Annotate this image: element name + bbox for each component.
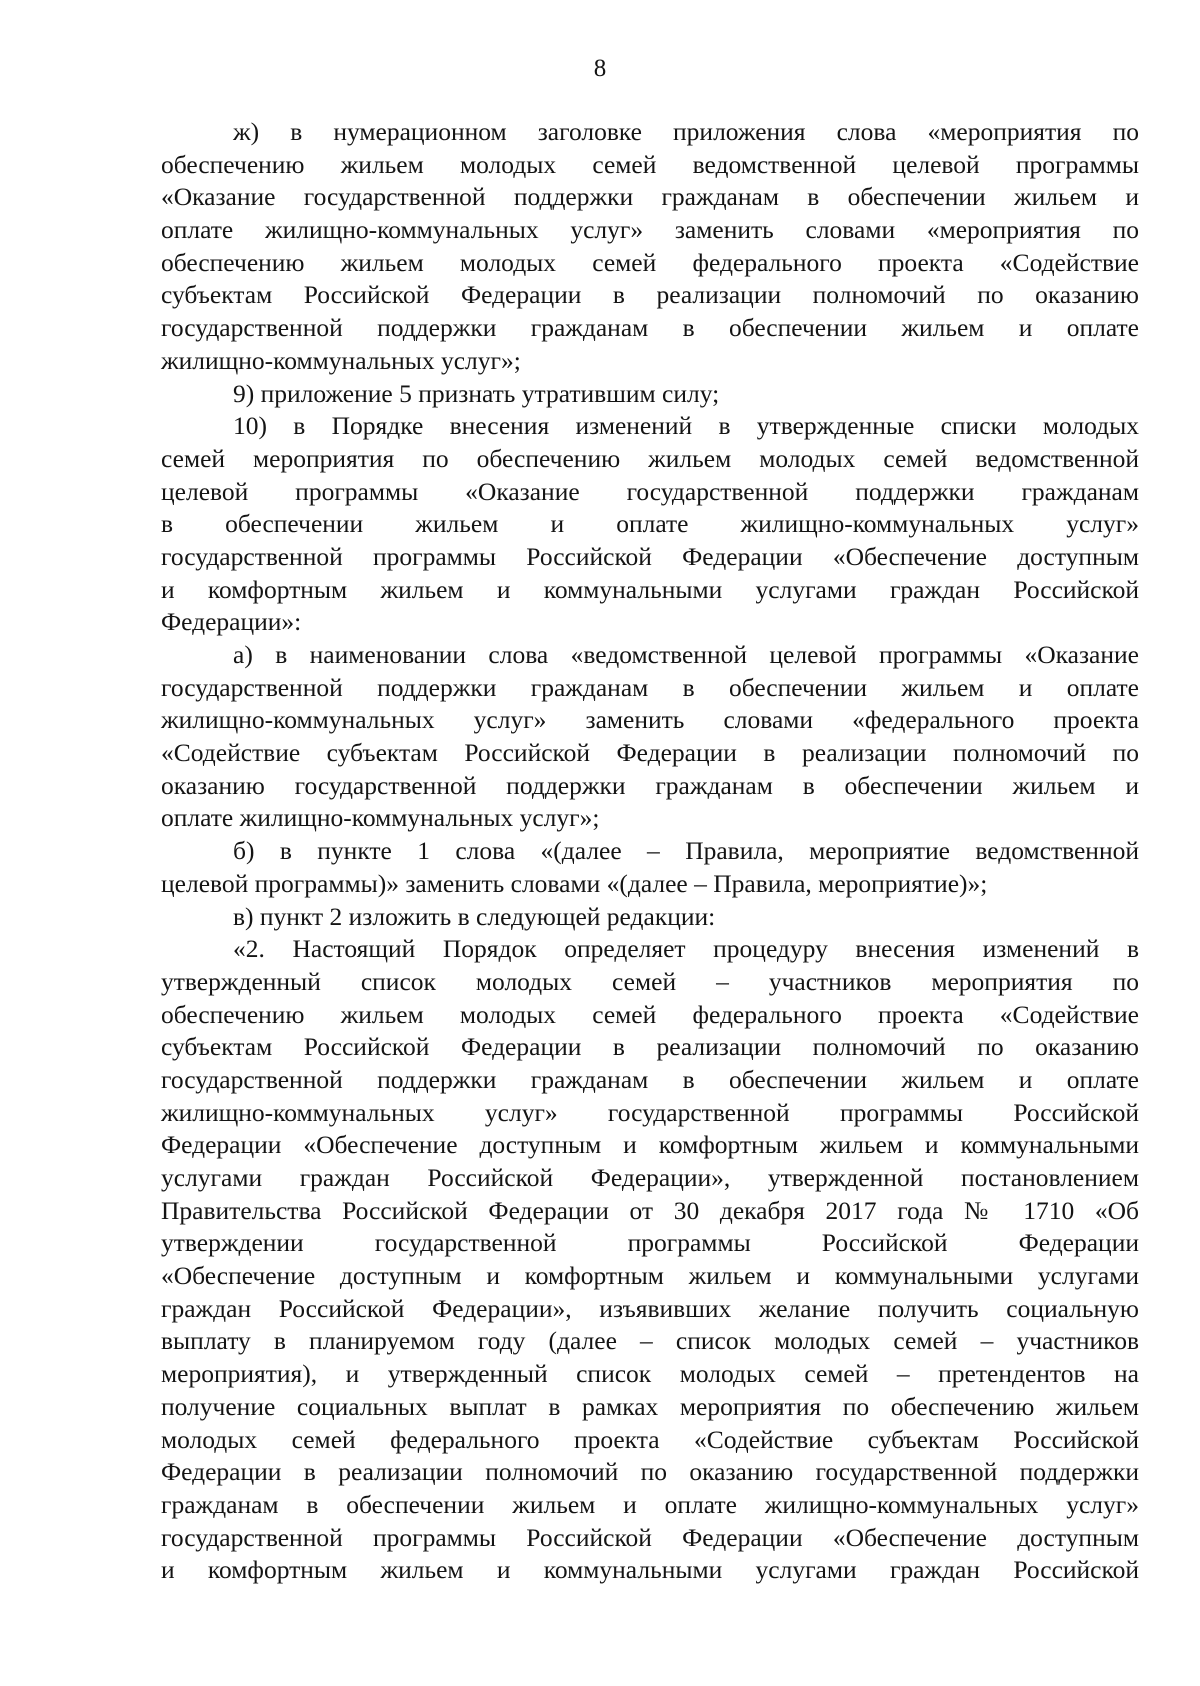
text-line: государственной программы Российской Федерации «Обеспечение доступным (161, 541, 1139, 571)
text-line: в обеспечении жильем и оплате жилищно-коммунальных услуг» (161, 509, 1139, 539)
text-line: семей мероприятия по обеспечению жильем молодых семей ведомственной (161, 443, 1139, 473)
text-line: 10) в Порядке внесения изменений в утвержденные списки молодых (233, 411, 1139, 441)
page-number: 8 (593, 55, 607, 82)
text-line: государственной поддержки гражданам в обеспечении жильем и оплате (161, 672, 1139, 702)
text-line: услугами граждан Российской Федерации», утвержденной постановлением (161, 1163, 1139, 1192)
text-line: гражданам в обеспечении жильем и оплате жилищно-коммунальных услуг» (161, 1489, 1139, 1519)
text-line: ж) в нумерационном заголовке приложения слова «мероприятия по (233, 117, 1139, 146)
text-line: Правительства Российской Федерации от 30 декабря 2017 года № 1710 «Об (161, 1195, 1139, 1225)
text-line: обеспечению жильем молодых семей ведомственной целевой программы (161, 149, 1139, 179)
text-line: мероприятия), и утвержденный список молодых семей – претендентов на (161, 1359, 1139, 1389)
text-line: в) пункт 2 изложить в следующей редакции: (233, 901, 716, 931)
text-line: Федерации в реализации полномочий по оказанию государственной поддержки (161, 1457, 1139, 1487)
text-line: субъектам Российской Федерации в реализации полномочий по оказанию (161, 280, 1139, 310)
text-line: выплату в планируемом году (далее – список молодых семей – участников (161, 1326, 1139, 1356)
text-line: государственной программы Российской Федерации «Обеспечение доступным (161, 1522, 1139, 1552)
text-line: жилищно-коммунальных услуг»; (161, 345, 521, 375)
text-line: и комфортным жильем и коммунальными услугами граждан Российской (161, 574, 1139, 604)
text-line: утвержденный список молодых семей – участников мероприятия по (161, 966, 1139, 996)
text-line: граждан Российской Федерации», изъявивших желание получить социальную (161, 1293, 1139, 1323)
text-line: 9) приложение 5 признать утратившим силу; (233, 378, 720, 408)
document-body-text (161, 116, 1139, 1587)
text-line: целевой программы)» заменить словами «(далее – Правила, мероприятие)»; (161, 868, 988, 898)
text-line: субъектам Российской Федерации в реализации полномочий по оказанию (161, 1032, 1139, 1062)
text-line: «2. Настоящий Порядок определяет процедуру внесения изменений в (233, 934, 1139, 964)
text-line: оплате жилищно-коммунальных услуг» заменить словами «мероприятия по (161, 215, 1139, 245)
text-line: «Обеспечение доступным и комфортным жильем и коммунальными услугами (161, 1261, 1139, 1291)
text-line: обеспечению жильем молодых семей федерального проекта «Содействие (161, 999, 1139, 1029)
text-line: молодых семей федерального проекта «Содействие субъектам Российской (161, 1424, 1139, 1454)
text-line: а) в наименовании слова «ведомственной целевой программы «Оказание (233, 640, 1139, 669)
text-line: б) в пункте 1 слова «(далее – Правила, мероприятие ведомственной (233, 836, 1139, 866)
text-line: «Оказание государственной поддержки гражданам в обеспечении жильем и (161, 182, 1139, 212)
text-line: жилищно-коммунальных услуг» государственной программы Российской (161, 1097, 1139, 1127)
text-line: оказанию государственной поддержки гражданам в обеспечении жильем и (161, 770, 1139, 800)
text-line: утверждении государственной программы Российской Федерации (161, 1228, 1139, 1258)
text-line: Федерации»: (161, 607, 302, 637)
text-line: Федерации «Обеспечение доступным и комфортным жильем и коммунальными (161, 1130, 1139, 1160)
text-line: и комфортным жильем и коммунальными услугами граждан Российской (161, 1555, 1139, 1585)
text-line: государственной поддержки гражданам в обеспечении жильем и оплате (161, 313, 1139, 343)
text-line: оплате жилищно-коммунальных услуг»; (161, 803, 600, 833)
text-line: целевой программы «Оказание государственной поддержки гражданам (161, 476, 1139, 506)
text-line: жилищно-коммунальных услуг» заменить словами «федерального проекта (161, 705, 1139, 735)
text-line: «Содействие субъектам Российской Федерации в реализации полномочий по (161, 738, 1139, 768)
text-line: обеспечению жильем молодых семей федерального проекта «Содействие (161, 247, 1139, 277)
text-line: получение социальных выплат в рамках мероприятия по обеспечению жильем (161, 1391, 1139, 1421)
text-line: государственной поддержки гражданам в обеспечении жильем и оплате (161, 1064, 1139, 1094)
